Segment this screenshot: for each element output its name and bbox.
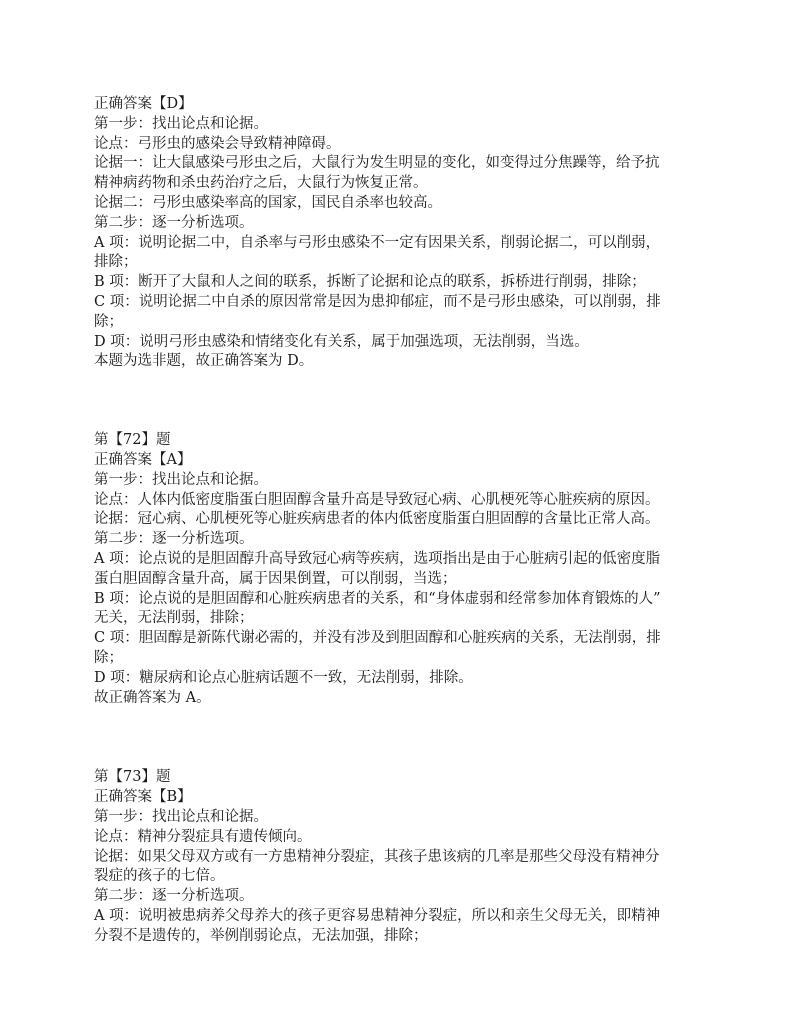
argument-line: 论点：人体内低密度脂蛋白胆固醇含量升高是导致冠心病、心肌梗死等心脏疾病的原因。	[94, 491, 660, 508]
evidence-line: 论据一：让大鼠感染弓形虫之后，大鼠行为发生明显的变化，如变得过分焦躁等，给予抗	[94, 155, 660, 172]
option-line: A 项：说明被患病养父母养大的孩子更容易患精神分裂症，所以和亲生父母无关，即精神	[94, 907, 661, 924]
option-line: D 项：说明弓形虫感染和情绪变化有关系，属于加强选项，无法削弱，当选。	[94, 333, 589, 350]
step-line: 第二步：逐一分析选项。	[94, 888, 254, 905]
answer-line: 正确答案【B】	[94, 789, 192, 806]
answer-line: 正确答案【A】	[94, 451, 192, 468]
step-line: 第一步：找出论点和论据。	[94, 471, 268, 488]
section-spacer	[94, 372, 714, 431]
section-spacer	[94, 708, 714, 768]
evidence-line: 裂症的孩子的七倍。	[94, 868, 225, 885]
step-line: 第二步：逐一分析选项。	[94, 214, 254, 231]
question-heading: 第【72】题	[94, 432, 171, 449]
answer-section-71	[94, 95, 714, 372]
step-line: 第一步：找出论点和论据。	[94, 115, 268, 132]
option-line: D 项：糖尿病和论点心脏病话题不一致，无法削弱，排除。	[94, 669, 473, 686]
option-line: A 项：说明论据二中，自杀率与弓形虫感染不一定有因果关系，削弱论据二，可以削弱，	[94, 234, 661, 251]
option-line: 除；	[94, 649, 123, 666]
option-line: 蛋白胆固醇含量升高，属于因果倒置，可以削弱，当选；	[94, 570, 457, 587]
evidence-line: 论据：冠心病、心肌梗死等心脏疾病患者的体内低密度脂蛋白胆固醇的含量比正常人高。	[94, 511, 660, 528]
conclusion-line: 本题为选非题，故正确答案为 D。	[94, 353, 314, 370]
option-line: C 项：胆固醇是新陈代谢必需的，并没有涉及到胆固醇和心脏疾病的关系，无法削弱，排	[94, 630, 661, 647]
question-heading: 第【73】题	[94, 769, 171, 786]
document-page	[94, 95, 714, 946]
option-line: 排除；	[94, 254, 138, 271]
evidence-line: 论据二：弓形虫感染率高的国家，国民自杀率也较高。	[94, 194, 442, 211]
option-line: 无关，无法削弱，排除；	[94, 610, 254, 627]
option-line: A 项：论点说的是胆固醇升高导致冠心病等疾病，选项指出是由于心脏病引起的低密度脂	[94, 550, 661, 567]
argument-line: 论点：精神分裂症具有遗传倾向。	[94, 828, 312, 845]
option-line: 除；	[94, 313, 123, 330]
evidence-line: 论据：如果父母双方或有一方患精神分裂症，其孩子患该病的几率是那些父母没有精神分	[94, 848, 660, 865]
answer-section-73	[94, 768, 714, 946]
step-line: 第二步：逐一分析选项。	[94, 531, 254, 548]
answer-line: 正确答案【D】	[94, 96, 193, 112]
conclusion-line: 故正确答案为 A。	[94, 689, 211, 706]
argument-line: 论点：弓形虫的感染会导致精神障碍。	[94, 135, 341, 152]
option-line: C 项：说明论据二中自杀的原因常常是因为患抑郁症，而不是弓形虫感染，可以削弱，排	[94, 293, 661, 310]
answer-section-72	[94, 431, 714, 708]
option-line: 分裂不是遗传的，举例削弱论点，无法加强，排除；	[94, 927, 428, 944]
option-line: B 项：论点说的是胆固醇和心脏疾病患者的关系，和“身体虚弱和经常参加体育锻炼的人”	[94, 590, 661, 607]
step-line: 第一步：找出论点和论据。	[94, 808, 268, 825]
evidence-line: 精神病药物和杀虫药治疗之后，大鼠行为恢复正常。	[94, 175, 428, 192]
option-line: B 项：断开了大鼠和人之间的联系，拆断了论据和论点的联系，拆桥进行削弱，排除；	[94, 274, 646, 291]
